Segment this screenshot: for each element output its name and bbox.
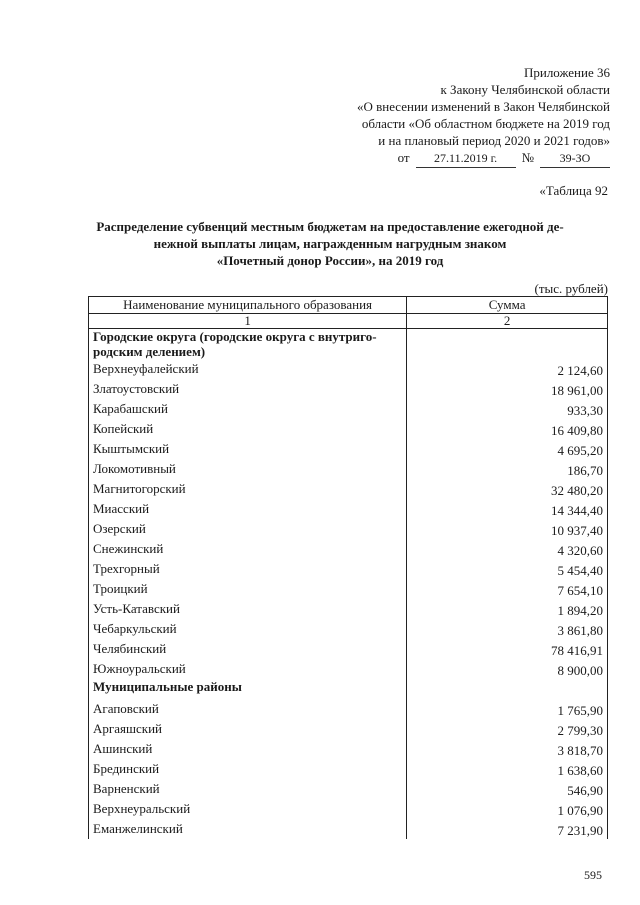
municipality-name: Златоустовский <box>89 379 407 399</box>
municipality-name: Озерский <box>89 519 407 539</box>
subsidy-amount: 14 344,40 <box>407 499 608 519</box>
table-row <box>89 479 608 499</box>
municipality-name: Варненский <box>89 779 407 799</box>
subsidy-amount: 4 320,60 <box>407 539 608 559</box>
document-title <box>90 218 570 269</box>
subsidy-amount: 10 937,40 <box>407 519 608 539</box>
subsidy-amount: 18 961,00 <box>407 379 608 399</box>
subsidy-amount: 3 818,70 <box>407 739 608 759</box>
municipality-name: Троицкий <box>89 579 407 599</box>
appendix-title: Приложение 36 <box>523 65 610 80</box>
municipality-name: Челябинский <box>89 639 407 659</box>
distribution-table <box>88 296 608 839</box>
table-row <box>89 559 608 579</box>
appendix-block <box>290 64 610 168</box>
units-label: (тыс. рублей) <box>534 281 608 296</box>
municipality-name: Карабашский <box>89 399 407 419</box>
column-number-row <box>89 314 608 329</box>
table-row <box>89 519 608 539</box>
municipality-name: Южноуральский <box>89 659 407 679</box>
group-sum-cell <box>407 679 608 699</box>
decree-number: 39-ЗО <box>540 150 610 168</box>
group-sum-cell <box>407 329 608 360</box>
municipality-name: Агаповский <box>89 699 407 719</box>
municipality-name: Верхнеуфалейский <box>89 359 407 379</box>
title-line-1: Распределение субвенций местным бюджетам на предоставление ежегодной де- <box>96 219 564 234</box>
table-header-row <box>89 297 608 314</box>
group-title: Городские округа (городские округа с внутриго-родским делением) <box>89 329 407 360</box>
table-row <box>89 459 608 479</box>
municipality-name: Миасский <box>89 499 407 519</box>
table-row <box>89 819 608 839</box>
table-row <box>89 719 608 739</box>
appendix-law-title-2: области «Об областном бюджете на 2019 год <box>361 116 610 131</box>
column-number-1: 1 <box>89 314 407 329</box>
table-row <box>89 399 608 419</box>
table-row <box>89 639 608 659</box>
municipality-name: Трехгорный <box>89 559 407 579</box>
table-row <box>89 599 608 619</box>
table-row <box>89 499 608 519</box>
decree-date: 27.11.2019 г. <box>416 150 516 168</box>
subsidy-amount: 7 654,10 <box>407 579 608 599</box>
table-row <box>89 659 608 679</box>
table-row <box>89 739 608 759</box>
subsidy-amount: 2 124,60 <box>407 359 608 379</box>
title-line-3: «Почетный донор России», на 2019 год <box>216 253 444 268</box>
table-row <box>89 439 608 459</box>
table-row <box>89 699 608 719</box>
group-title: Муниципальные районы <box>89 679 407 699</box>
decree-from-label: от <box>397 150 410 165</box>
subsidy-amount: 4 695,20 <box>407 439 608 459</box>
municipality-name: Чебаркульский <box>89 619 407 639</box>
subsidy-amount: 78 416,91 <box>407 639 608 659</box>
municipality-name: Снежинский <box>89 539 407 559</box>
appendix-law: к Закону Челябинской области <box>440 82 610 97</box>
table-group-row <box>89 679 608 699</box>
page-number: 595 <box>584 868 602 882</box>
subsidy-amount: 2 799,30 <box>407 719 608 739</box>
subsidy-amount: 16 409,80 <box>407 419 608 439</box>
decree-number-sign: № <box>521 150 534 165</box>
column-number-2: 2 <box>407 314 608 329</box>
table-row <box>89 619 608 639</box>
municipality-name: Усть-Катавский <box>89 599 407 619</box>
municipality-name: Ашинский <box>89 739 407 759</box>
municipality-name: Верхнеуральский <box>89 799 407 819</box>
subsidy-amount: 3 861,80 <box>407 619 608 639</box>
subsidy-amount: 5 454,40 <box>407 559 608 579</box>
appendix-law-title-3: и на плановый период 2020 и 2021 годов» <box>378 133 610 148</box>
municipality-name: Копейский <box>89 419 407 439</box>
subsidy-amount: 1 076,90 <box>407 799 608 819</box>
subsidy-amount: 8 900,00 <box>407 659 608 679</box>
municipality-name: Аргаяшский <box>89 719 407 739</box>
table-group-row <box>89 329 608 360</box>
header-sum: Сумма <box>407 297 608 314</box>
table-row <box>89 419 608 439</box>
municipality-name: Локомотивный <box>89 459 407 479</box>
header-name: Наименование муниципального образования <box>89 297 407 314</box>
table-row <box>89 539 608 559</box>
table-label: «Таблица 92 <box>539 183 608 198</box>
subsidy-amount: 32 480,20 <box>407 479 608 499</box>
decree-line <box>290 149 610 168</box>
subsidy-amount: 7 231,90 <box>407 819 608 839</box>
table-row <box>89 579 608 599</box>
table-row <box>89 359 608 379</box>
municipality-name: Брединский <box>89 759 407 779</box>
table-row <box>89 799 608 819</box>
subsidy-amount: 546,90 <box>407 779 608 799</box>
title-line-2: нежной выплаты лицам, награжденным нагрудным знаком <box>153 236 507 251</box>
municipality-name: Кыштымский <box>89 439 407 459</box>
subsidy-amount: 1 638,60 <box>407 759 608 779</box>
subsidy-amount: 1 894,20 <box>407 599 608 619</box>
municipality-name: Магнитогорский <box>89 479 407 499</box>
subsidy-amount: 933,30 <box>407 399 608 419</box>
table-row <box>89 759 608 779</box>
appendix-law-title-1: «О внесении изменений в Закон Челябинской <box>356 99 610 114</box>
municipality-name: Еманжелинский <box>89 819 407 839</box>
subsidy-amount: 186,70 <box>407 459 608 479</box>
table-row <box>89 779 608 799</box>
subsidy-amount: 1 765,90 <box>407 699 608 719</box>
table-row <box>89 379 608 399</box>
